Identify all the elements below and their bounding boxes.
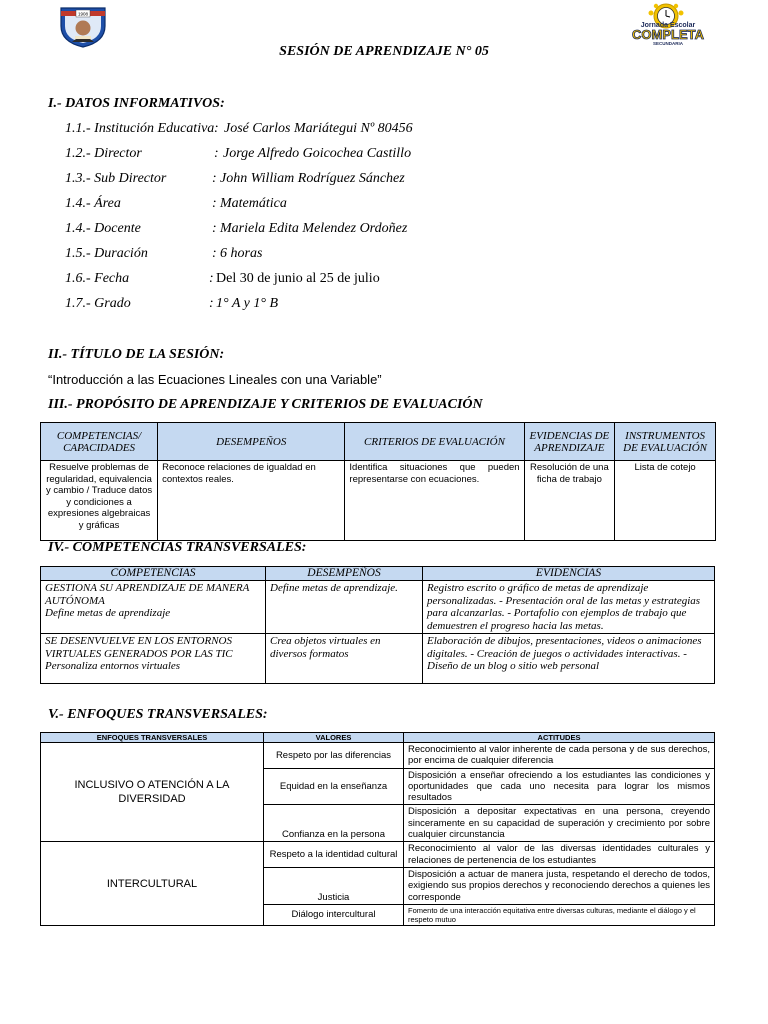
datos-value: 1° A y 1° B: [216, 296, 279, 311]
table-row: [41, 634, 715, 684]
datos-row: [65, 171, 715, 196]
actitud-cell: Disposición a actuar de manera justa, respetando el derecho de todos, exigiendo sus propios derechos y reconociendo derechos a quienes les corresponde: [404, 867, 715, 904]
datos-label: 1.4.- Área: [65, 196, 121, 211]
datos-list: [65, 121, 715, 321]
table-cell: Registro escrito o gráfico de metas de aprendizaje personalizadas. - Presentación oral de las metas y estrategias para alcanzarlas. - Portafolio con ejemplos de trabajo que demuestren el progreso hacia las metas.: [423, 581, 715, 634]
table-header-row: [41, 423, 716, 461]
column-header: CRITERIOS DE EVALUACIÓN: [345, 423, 524, 461]
session-title: SESIÓN DE APRENDIZAJE N° 05: [279, 44, 489, 59]
actitud-cell: Disposición a depositar expectativas en una persona, creyendo sinceramente en su capacidad de superación y crecimiento por sobre cualquier circunstancia: [404, 805, 715, 842]
table-cell: Lista de cotejo: [615, 461, 716, 541]
table-row: [41, 581, 715, 634]
table-cell: Elaboración de dibujos, presentaciones, videos o animaciones digitales. - Creación de juegos o actividades interactivas. - Diseño de un blog o sitio web personal: [423, 634, 715, 684]
capacidad-name: Personaliza entornos virtuales: [45, 660, 181, 672]
datos-sep: :: [214, 146, 219, 161]
datos-label: 1.7.- Grado: [65, 296, 131, 311]
capacidad-name: Define metas de aprendizaje: [45, 607, 171, 619]
crest-year-text: 1908: [77, 11, 89, 17]
actitud-cell: Disposición a enseñar ofreciendo a los estudiantes las condiciones y oportunidades que cada uno necesita para lograr los mismos resultados: [404, 768, 715, 805]
school-crest-logo: [58, 6, 108, 48]
valor-cell: Justicia: [264, 867, 404, 904]
logo-caption-jornada: Jornada Escolar: [640, 22, 696, 29]
datos-label: 1.4.- Docente: [65, 221, 141, 236]
proposito-table: [40, 422, 716, 541]
table-cell: Define metas de aprendizaje.: [266, 581, 423, 634]
datos-label: 1.3.- Sub Director: [65, 171, 167, 186]
datos-sep: :: [212, 221, 217, 236]
actitud-cell: Fomento de una interacción equitativa entre diversas culturas, mediante el diálogo y el respeto mutuo: [404, 904, 715, 925]
table-row: [41, 743, 715, 769]
datos-label: 1.5.- Duración: [65, 246, 148, 261]
table-cell: Reconoce relaciones de igualdad en contextos reales.: [158, 461, 345, 541]
datos-label: 1.1.- Institución Educativa: [65, 121, 215, 136]
table-header-row: [41, 733, 715, 743]
actitud-cell: Reconocimiento al valor inherente de cada persona y de sus derechos, por encima de cualquier diferencia: [404, 743, 715, 769]
column-header: EVIDENCIAS: [423, 567, 715, 581]
datos-row: [65, 271, 715, 296]
datos-value: 6 horas: [220, 246, 263, 261]
column-header: INSTRUMENTOS DE EVALUACIÓN: [615, 423, 716, 461]
table-row: [41, 461, 716, 541]
logo-caption-secundaria: SECUNDARIA: [652, 41, 684, 46]
valor-cell: Diálogo intercultural: [264, 904, 404, 925]
valor-cell: Confianza en la persona: [264, 805, 404, 842]
table-cell: Identifica situaciones que pueden representarse con ecuaciones.: [345, 461, 524, 541]
column-header: DESEMPEÑOS: [266, 567, 423, 581]
column-header: ACTITUDES: [404, 733, 715, 743]
table-cell: Crea objetos virtuales en diversos formatos: [266, 634, 423, 684]
enfoques-table: [40, 732, 715, 926]
datos-sep: :: [214, 121, 219, 136]
valor-cell: Respeto a la identidad cultural: [264, 842, 404, 868]
column-header: ENFOQUES TRANSVERSALES: [41, 733, 264, 743]
enfoque-name: INCLUSIVO O ATENCIÓN A LA DIVERSIDAD: [41, 743, 264, 842]
valor-cell: Equidad en la enseñanza: [264, 768, 404, 805]
table-row: [41, 842, 715, 868]
datos-value: Mariela Edita Melendez Ordoñez: [220, 221, 408, 236]
datos-sep: :: [209, 296, 214, 311]
competencia-name: SE DESENVUELVE EN LOS ENTORNOS VIRTUALES GENERADOS POR LAS TIC: [45, 635, 233, 660]
datos-value: José Carlos Mariátegui Nº 80456: [224, 121, 413, 136]
datos-value: Matemática: [220, 196, 287, 211]
column-header: COMPETENCIAS/ CAPACIDADES: [41, 423, 158, 461]
datos-row: [65, 296, 715, 321]
table-cell: [41, 634, 266, 684]
column-header: COMPETENCIAS: [41, 567, 266, 581]
logo-caption-completa: COMPLETA: [632, 27, 704, 42]
datos-sep: :: [212, 171, 217, 186]
datos-value: Jorge Alfredo Goicochea Castillo: [223, 146, 412, 161]
transversales-heading: IV.- COMPETENCIAS TRANSVERSALES:: [48, 540, 307, 555]
column-header: DESEMPEÑOS: [158, 423, 345, 461]
datos-row: [65, 121, 715, 146]
datos-label: 1.6.- Fecha: [65, 271, 130, 286]
valor-cell: Respeto por las diferencias: [264, 743, 404, 769]
datos-row: [65, 246, 715, 271]
table-cell: [41, 581, 266, 634]
column-header: EVIDENCIAS DE APRENDIZAJE: [524, 423, 615, 461]
enfoques-heading: V.- ENFOQUES TRANSVERSALES:: [48, 707, 268, 722]
titulo-heading: II.- TÍTULO DE LA SESIÓN:: [48, 347, 225, 362]
competencias-table: [40, 566, 715, 684]
session-topic: “Introducción a las Ecuaciones Lineales con una Variable”: [48, 372, 382, 387]
competencia-name: GESTIONA SU APRENDIZAJE DE MANERA AUTÓNOMA: [45, 582, 250, 607]
actitud-cell: Reconocimiento al valor de las diversas identidades culturales y relaciones de pertenencia de los estudiantes: [404, 842, 715, 868]
datos-label: 1.2.- Director: [65, 146, 142, 161]
datos-value: John William Rodríguez Sánchez: [220, 171, 405, 186]
jornada-escolar-completa-logo: [620, 2, 716, 46]
column-header: VALORES: [264, 733, 404, 743]
datos-sep: :: [212, 246, 217, 261]
datos-row: [65, 221, 715, 246]
datos-value: Del 30 de junio al 25 de julio: [216, 271, 380, 286]
datos-heading: I.- DATOS INFORMATIVOS:: [48, 96, 225, 111]
enfoque-name: INTERCULTURAL: [41, 842, 264, 925]
table-cell: Resolución de una ficha de trabajo: [524, 461, 615, 541]
datos-sep: :: [212, 196, 217, 211]
datos-row: [65, 146, 715, 171]
datos-sep: :: [209, 271, 214, 286]
proposito-heading: III.- PROPÓSITO DE APRENDIZAJE Y CRITERIOS DE EVALUACIÓN: [48, 397, 483, 412]
table-header-row: [41, 567, 715, 581]
datos-row: [65, 196, 715, 221]
table-cell: Resuelve problemas de regularidad, equivalencia y cambio / Traduce datos y condiciones a expresiones algebraicas y gráficas: [41, 461, 158, 541]
